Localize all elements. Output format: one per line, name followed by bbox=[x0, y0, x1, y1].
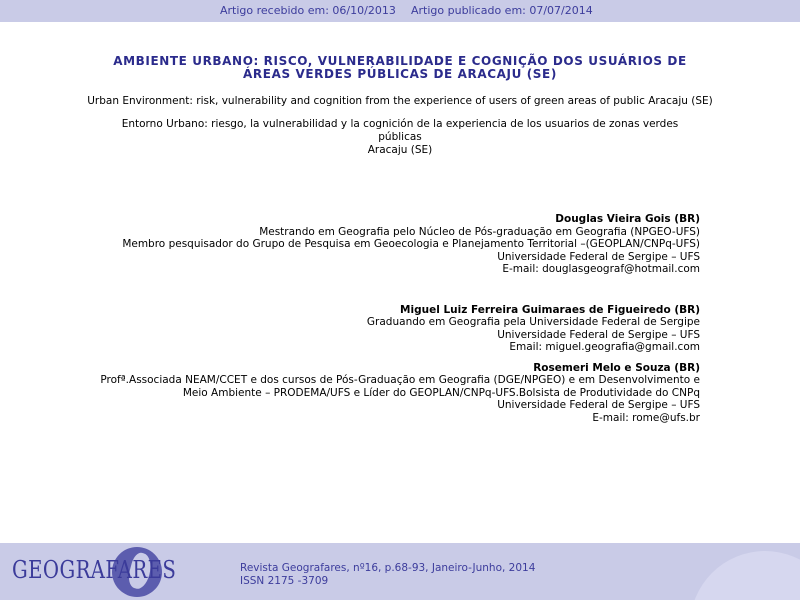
title-spanish bbox=[100, 118, 700, 157]
author-name: Douglas Vieira Gois (BR) bbox=[555, 213, 700, 225]
author-affiliation: Membro pesquisador do Grupo de Pesquisa em Geoecologia e Planejamento Territorial –(GEOPLAN/CNPq-UFS) bbox=[122, 238, 700, 250]
header-bar bbox=[0, 0, 800, 22]
author-email: Email: miguel.geografia@gmail.com bbox=[509, 341, 700, 353]
article-title bbox=[100, 55, 700, 81]
author-email: E-mail: douglasgeograf@hotmail.com bbox=[502, 263, 700, 275]
received-date: Artigo recebido em: 06/10/2013 bbox=[220, 4, 396, 17]
journal-issue: Revista Geografares, nº16, p.68-93, Janeiro-Junho, 2014 bbox=[240, 562, 536, 574]
journal-logo: GEOGRAFARES bbox=[12, 556, 177, 584]
title-spanish-line-1: Entorno Urbano: riesgo, la vulnerabilidad y la cognición de la experiencia de los usuarios de zonas verdes públicas bbox=[121, 118, 679, 143]
author-affiliation: Mestrando em Geografia pelo Núcleo de Pós-graduação em Geografia (NPGEO-UFS) bbox=[259, 225, 700, 238]
author-2 bbox=[80, 304, 700, 354]
author-affiliation: Universidade Federal de Sergipe – UFS bbox=[497, 328, 700, 341]
author-affiliation: Meio Ambiente – PRODEMA/UFS e Líder do GEOPLAN/CNPq-UFS.Bolsista de Produtividade do CNPq bbox=[182, 386, 700, 399]
author-affiliation: Universidade Federal de Sergipe – UFS bbox=[497, 250, 700, 263]
author-name: Rosemeri Melo e Souza (BR) bbox=[533, 361, 700, 374]
author-affiliation: Profª.Associada NEAM/CCET e dos cursos de Pós-Graduação em Geografia (DGE/NPGEO) e em Desenvolvimento e bbox=[100, 374, 700, 386]
published-date: Artigo publicado em: 07/07/2014 bbox=[411, 4, 593, 17]
decorative-globe-icon bbox=[690, 551, 800, 600]
author-affiliation: Universidade Federal de Sergipe – UFS bbox=[497, 399, 700, 411]
article-title-line-1: AMBIENTE URBANO: RISCO, VULNERABILIDADE E COGNIÇÃO DOS USUÁRIOS DE bbox=[113, 54, 687, 68]
title-english: Urban Environment: risk, vulnerability and cognition from the experience of users of green areas of public Aracaju (SE) bbox=[87, 95, 713, 107]
title-spanish-line-2: Aracaju (SE) bbox=[367, 144, 433, 156]
author-email: E-mail: rome@ufs.br bbox=[592, 411, 700, 424]
author-1 bbox=[80, 213, 700, 276]
authors-block bbox=[80, 213, 700, 424]
author-affiliation: Graduando em Geografia pela Universidade Federal de Sergipe bbox=[366, 316, 700, 328]
author-name: Miguel Luiz Ferreira Guimaraes de Figueiredo (BR) bbox=[400, 303, 700, 316]
journal-citation bbox=[240, 562, 535, 588]
footer-bar bbox=[0, 543, 800, 600]
journal-issn: ISSN 2175 -3709 bbox=[240, 575, 329, 587]
article-title-line-2: ÁREAS VERDES PÚBLICAS DE ARACAJU (SE) bbox=[243, 67, 557, 81]
author-3 bbox=[80, 362, 700, 425]
